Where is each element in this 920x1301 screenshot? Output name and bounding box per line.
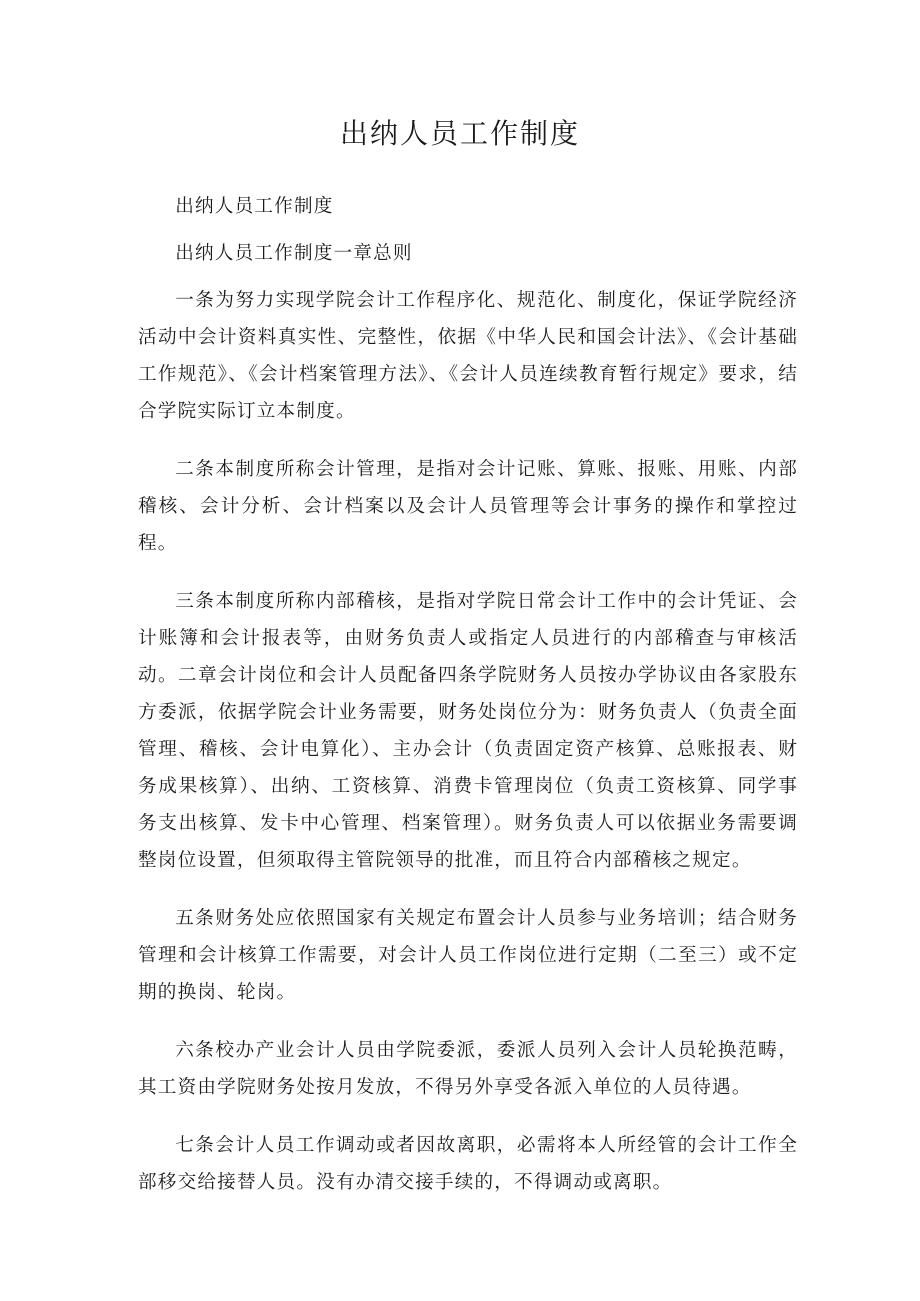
- paragraph-article-2: 二条本制度所称会计管理，是指对会计记账、算账、报账、用账、内部稽核、会计分析、会计档案以及会计人员管理等会计事务的操作和掌控过程。: [138, 459, 798, 554]
- document-title: 出纳人员工作制度: [339, 117, 580, 150]
- paragraph-article-7: 七条会计人员工作调动或者因故离职，必需将本人所经管的会计工作全部移交给接替人员。没有办清交接手续的，不得调动或离职。: [138, 1135, 798, 1193]
- paragraph-article-3: 三条本制度所称内部稽核，是指对学院日常会计工作中的会计凭证、会计账簿和会计报表等，由财务负责人或指定人员进行的内部稽查与审核活动。二章会计岗位和会计人员配备四条学院财务人员按办学协议由各家股东方委派，依据学院会计业务需要，财务处岗位分为：财务负责人（负责全面管理、稽核、会计电算化）、主办会计（负责固定资产核算、总账报表、财务成果核算）、出纳、工资核算、消费卡管理岗位（负责工资核算、同学事务支出核算、发卡中心管理、档案管理）。财务负责人可以依据业务需要调整岗位设置，但须取得主管院领导的批准，而且符合内部稽核之规定。: [138, 591, 798, 871]
- paragraph-article-1: 一条为努力实现学院会计工作程序化、规范化、制度化，保证学院经济活动中会计资料真实性、完整性，依据《中华人民和国会计法》、《会计基础工作规范》、《会计档案管理方法》、《会计人员连续教育暂行规定》要求，结合学院实际订立本制度。: [138, 290, 798, 422]
- paragraph-subtitle: 出纳人员工作制度: [175, 196, 334, 217]
- paragraph-article-6: 六条校办产业会计人员由学院委派，委派人员列入会计人员轮换范畴，其工资由学院财务处按月发放，不得另外享受各派入单位的人员待遇。: [138, 1040, 798, 1098]
- paragraph-chapter-heading: 出纳人员工作制度一章总则: [175, 243, 413, 264]
- document-body: [138, 188, 798, 1222]
- paragraph-article-5: 五条财务处应依照国家有关规定布置会计人员参与业务培训；结合财务管理和会计核算工作需要，对会计人员工作岗位进行定期（二至三）或不定期的换岗、轮岗。: [138, 908, 798, 1003]
